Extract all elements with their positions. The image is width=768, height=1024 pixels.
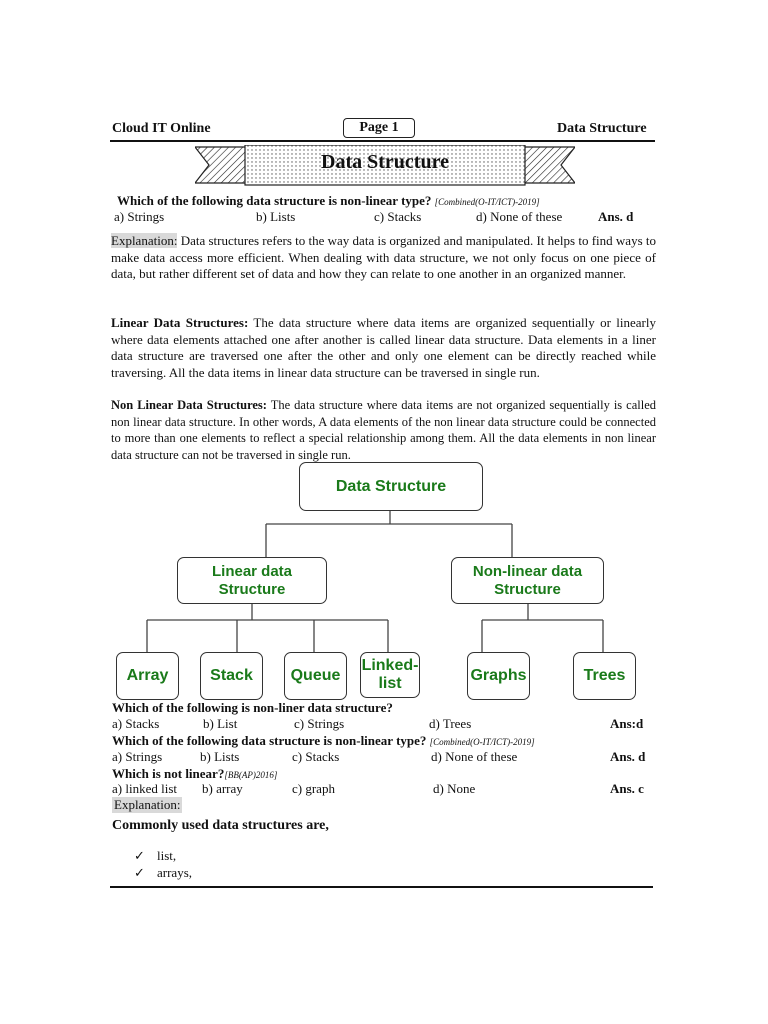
checkmark-icon: ✓ (134, 848, 145, 863)
q2-answer: Ans:d (610, 716, 644, 731)
question-3: Which of the following data structure is non-linear type? [Combined(O-IT/ICT)-2019] (112, 733, 535, 748)
list-item: arrays, (157, 865, 193, 880)
q1-option-b: b) Lists (256, 209, 296, 224)
linear-paragraph: Linear Data Structures: The data structure where data items are organized sequentially or linearly where data elements attached one after another is called linear data structure. Data elements in a liner data structure are traversed one after the other and only one element can be directly reached while traversing. All the data items in linear data structure can be traversed in single run. (111, 315, 657, 380)
page-number: Page 1 (343, 118, 415, 138)
q1-option-d: d) None of these (476, 209, 563, 224)
nonlinear-paragraph: Non Linear Data Structures: The data structure where data items are not organized sequentially is called non linear data structure. In other words, A data elements of the non linear data structure could be connected to more than one elements to reflect a special relationship among them. All the data elements in non linear data structure can not be traversed in single run. (111, 398, 656, 462)
footer-rule (110, 886, 653, 888)
question-4: Which is not linear?[BB(AP)2016] (112, 766, 278, 781)
diagram-leaf-trees: Trees (573, 652, 636, 700)
q3-answer: Ans. d (610, 749, 646, 764)
q4-option-b: b) array (202, 781, 243, 796)
banner-title: Data Structure (321, 151, 449, 173)
q3-option-d: d) None of these (431, 749, 518, 764)
q4-option-c: c) graph (292, 781, 335, 796)
question-2: Which of the following is non-liner data structure? (112, 700, 393, 715)
q3-option-c: c) Stacks (292, 749, 340, 764)
q4-option-a: a) linked list (112, 781, 177, 796)
question-1: Which of the following data structure is non-linear type? [Combined(O-IT/ICT)-2019] (117, 193, 540, 208)
q2-option-d: d) Trees (429, 716, 472, 731)
list-item: list, (157, 848, 177, 863)
q2-option-b: b) List (203, 716, 238, 731)
explanation-2-heading: Commonly used data structures are, (112, 818, 329, 833)
diagram-leaf-graphs: Graphs (467, 652, 530, 700)
diagram-leaf-queue: Queue (284, 652, 347, 700)
diagram-nonlinear-node: Non-linear data Structure (451, 557, 604, 604)
checkmark-icon: ✓ (134, 865, 145, 880)
diagram-leaf-stack: Stack (200, 652, 263, 700)
q2-option-a: a) Stacks (112, 716, 160, 731)
q1-option-a: a) Strings (114, 209, 165, 224)
explanation-label: Explanation: (111, 233, 178, 248)
q3-option-b: b) Lists (200, 749, 240, 764)
header-right: Data Structure (557, 121, 647, 136)
q1-answer: Ans. d (598, 209, 634, 224)
q3-option-a: a) Strings (112, 749, 163, 764)
explanation-paragraph: Explanation: Data structures refers to the way data is organized and manipulated. It helps to find ways to make data access more efficient. When dealing with data structure, we not only focus on one piece of data, but rather different set of data and how they can relate to one another in an organized manner. (111, 233, 657, 281)
q4-answer: Ans. c (610, 781, 644, 796)
explanation-2-label: Explanation: (114, 797, 181, 812)
q2-option-c: c) Strings (294, 716, 345, 731)
q4-option-d: d) None (433, 781, 476, 796)
diagram-root-node: Data Structure (299, 462, 483, 511)
diagram-linear-node: Linear data Structure (177, 557, 327, 604)
diagram-leaf-linked-list: Linked-list (360, 652, 420, 698)
q1-option-c: c) Stacks (374, 209, 422, 224)
header-left: Cloud IT Online (112, 121, 211, 136)
diagram-leaf-array: Array (116, 652, 179, 700)
